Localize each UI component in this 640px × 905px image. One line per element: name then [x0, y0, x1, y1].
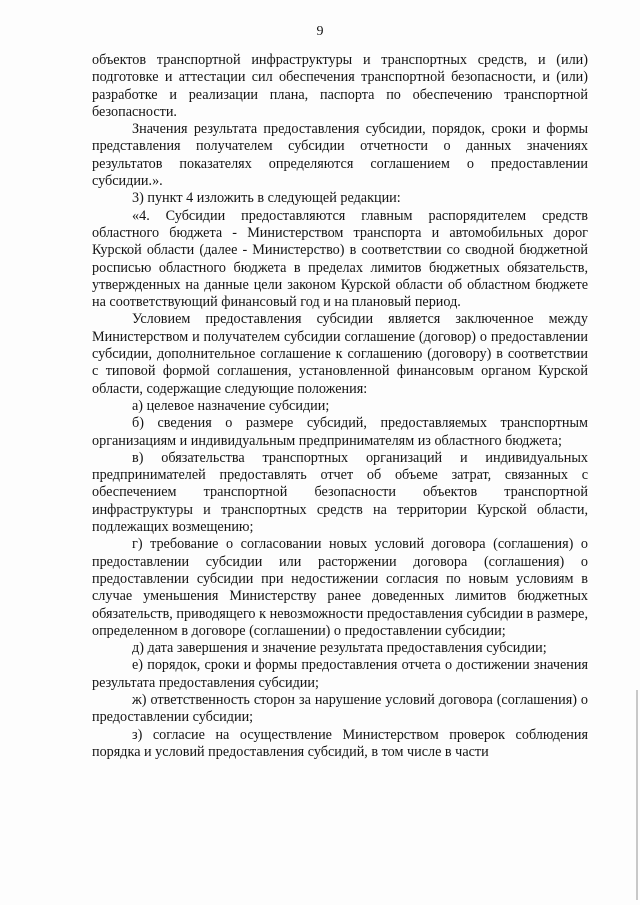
paragraph-continuation: объектов транспортной инфраструктуры и транспортных средств, и (или) подготовке и аттестации сил обеспечения транспортной безопасности, и (или) разработке и реализации плана, паспорта по обеспечению транспортной безопасности. — [92, 52, 588, 120]
list-item-a: а) целевое назначение субсидии; — [132, 397, 330, 414]
paragraph-item-3: 3) пункт 4 изложить в следующей редакции: — [132, 190, 401, 207]
paragraph-result-values: Значения результата предоставления субсидии, порядок, сроки и формы представления получателем субсидии отчетности о данных значениях результатов показателях определяются соглашением о предоставлении субсидии.». — [92, 121, 588, 190]
list-item-zh: ж) ответственность сторон за нарушение условий договора (соглашения) о предоставлении субсидии; — [92, 691, 588, 726]
list-item-d: д) дата завершения и значение результата предоставления субсидии; — [132, 640, 547, 657]
list-item-z: з) согласие на осуществление Министерством проверок соблюдения порядка и условий предоставления субсидий, в том числе в части — [92, 726, 588, 760]
paragraph-conditions: Условием предоставления субсидии является заключенное между Министерством и получателем субсидии соглашение (договор) о предоставлении субсидии, дополнительное соглашение к соглашению (договору) в соответствии с типовой формой соглашения, установленной финансовым органом Курской области, содержащие следующие положения: — [92, 311, 588, 397]
list-item-g: г) требование о согласовании новых условий договора (соглашения) о предоставлении субсидии или расторжении договора (соглашения) о предоставлении субсидии при недостижении согласия по новым условиям в случае уменьшения Министерству ранее доведенных лимитов бюджетных обязательств, приводящего к невозможности предоставления субсидии в размере, определенном в договоре (соглашении) о предоставлении субсидии; — [92, 536, 588, 639]
body-text — [92, 52, 588, 761]
paragraph-point-4: «4. Субсидии предоставляются главным распорядителем средств областного бюджета - Министерством транспорта и автомобильных дорог Курской области (далее - Министерство) в соответствии со сводной бюджетной росписью областного бюджета в пределах лимитов бюджетных обязательств, утвержденных на данные цели законом Курской области об областном бюджете на соответствующий финансовый год и на плановый период. — [92, 207, 588, 311]
list-item-v: в) обязательства транспортных организаций и индивидуальных предпринимателей предоставлять отчет об объеме затрат, связанных с обеспечением транспортной безопасности объектов транспортной инфраструктуры и транспортных средств на территории Курской области, подлежащих возмещению; — [92, 449, 588, 536]
page-number: 9 — [316, 24, 324, 39]
list-item-b: б) сведения о размере субсидий, предоставляемых транспортным организациям и индивидуальным предпринимателям из областного бюджета; — [92, 415, 588, 449]
list-item-e: е) порядок, сроки и формы предоставления отчета о достижении значения результата предоставления субсидии; — [92, 657, 588, 691]
scan-edge-mark — [636, 690, 638, 900]
